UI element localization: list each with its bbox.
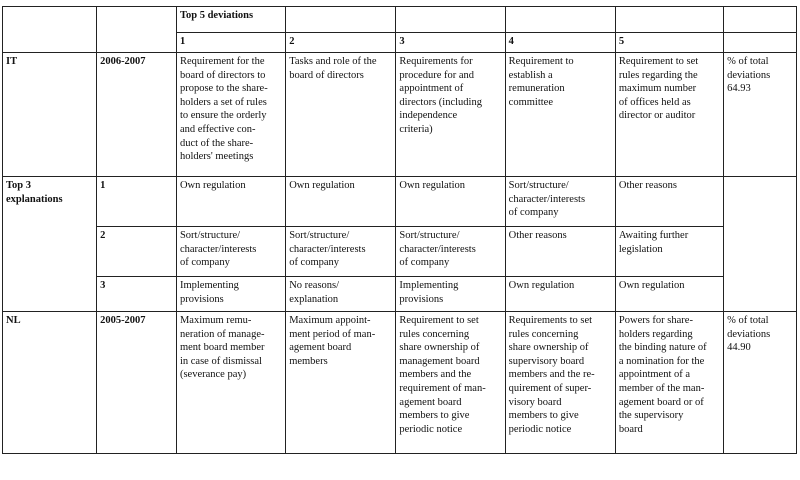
explanation-cell: Own regulation [396, 177, 505, 227]
nl-deviation-row [3, 312, 797, 454]
explanation-cell: Implementing provisions [396, 277, 505, 312]
country-nl: NL [3, 312, 97, 454]
top-deviations-title: Top 5 deviations [176, 7, 285, 33]
explanation-cell: No reasons/ explanation [286, 277, 396, 312]
explanation-cell: Own regulation [176, 177, 285, 227]
blank-header-cell [615, 7, 723, 33]
column-number-1: 1 [176, 33, 285, 53]
it-deviation-2: Tasks and role of the board of directors [286, 53, 396, 177]
nl-deviation-4: Requirements to set rules concerning share ownership of supervisory board members and the re- quirement of super- visory board members to give periodic notice [505, 312, 615, 454]
explanation-rank: 2 [97, 227, 177, 277]
blank-header-cell [505, 7, 615, 33]
it-deviation-row [3, 53, 797, 177]
explanation-cell: Awaiting further legislation [615, 227, 723, 277]
explanation-cell: Sort/structure/ character/interests of company [286, 227, 396, 277]
blank-header-cell [724, 7, 797, 33]
column-number-4: 4 [505, 33, 615, 53]
explanation-row [3, 227, 797, 277]
nl-deviation-2: Maximum appoint- ment period of man- agement board members [286, 312, 396, 454]
column-number-3: 3 [396, 33, 505, 53]
explanation-cell: Sort/structure/ character/interests of company [396, 227, 505, 277]
deviations-table [2, 6, 797, 454]
blank-corner-cell [3, 7, 97, 53]
nl-share-of-deviations: % of total deviations 44.90 [724, 312, 797, 454]
explanation-cell: Implementing provisions [176, 277, 285, 312]
it-deviation-3: Requirements for procedure for and appointment of directors (including independence criteria) [396, 53, 505, 177]
nl-deviation-5: Powers for share- holders regarding the binding nature of a nomination for the appointment of a member of the man- agement board or of the supervisory board [615, 312, 723, 454]
blank-header-cell [396, 7, 505, 33]
explanation-row [3, 177, 797, 227]
explanation-rank: 1 [97, 177, 177, 227]
explanation-cell: Other reasons [505, 227, 615, 277]
it-deviation-5: Requirement to set rules regarding the maximum number of offices held as director or auditor [615, 53, 723, 177]
blank-header-cell [286, 7, 396, 33]
explanation-cell: Own regulation [505, 277, 615, 312]
top-explanations-label: Top 3 explanations [3, 177, 97, 312]
explanation-cell: Own regulation [615, 277, 723, 312]
period-nl: 2005-2007 [97, 312, 177, 454]
it-share-of-deviations: % of total deviations 64.93 [724, 53, 797, 177]
blank-header-cell [97, 7, 177, 53]
explanation-row [3, 277, 797, 312]
period-it: 2006-2007 [97, 53, 177, 177]
blank-share-cell [724, 177, 797, 312]
column-number-5: 5 [615, 33, 723, 53]
blank-header-cell [724, 33, 797, 53]
it-deviation-4: Requirement to establish a remuneration committee [505, 53, 615, 177]
nl-deviation-3: Requirement to set rules concerning share ownership of management board members and the requirement of man- agement board members to give periodic notice [396, 312, 505, 454]
explanation-cell: Sort/structure/ character/interests of company [176, 227, 285, 277]
it-deviation-1: Requirement for the board of directors to propose to the share- holders a set of rules to ensure the orderly and effective con- duct of the share- holders' meetings [176, 53, 285, 177]
explanation-cell: Sort/structure/ character/interests of company [505, 177, 615, 227]
column-number-2: 2 [286, 33, 396, 53]
nl-deviation-1: Maximum remu- neration of manage- ment board member in case of dismissal (severance pay) [176, 312, 285, 454]
header-title-row [3, 7, 797, 33]
explanation-rank: 3 [97, 277, 177, 312]
explanation-cell: Other reasons [615, 177, 723, 227]
explanation-cell: Own regulation [286, 177, 396, 227]
country-it: IT [3, 53, 97, 177]
